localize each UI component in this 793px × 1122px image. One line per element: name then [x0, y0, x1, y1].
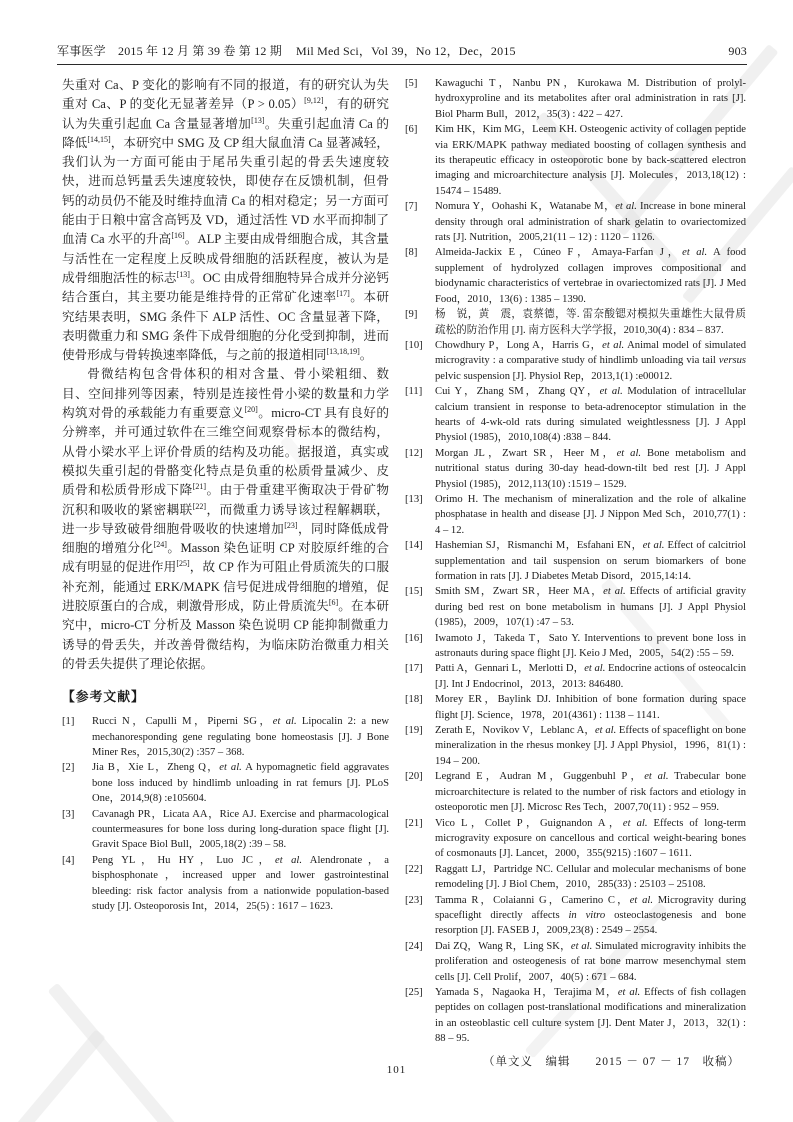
citation-superscript: [20]: [244, 404, 258, 414]
reference-text: Morgan JL，Zwart SR，Heer M，et al. Bone metabolism and nutritional status during 30-day head-down-tilt bed rest [J]. J Appl Physiol (1985)，2012,113(10) :1519 – 1529.: [435, 447, 746, 490]
citation-superscript: [13]: [251, 115, 265, 125]
reference-number: [1]: [62, 716, 75, 728]
journal-title-cn: 军事医学 2015 年 12 月 第 39 卷 第 12 期: [57, 44, 283, 58]
reference-number: [22]: [405, 863, 423, 875]
text-run: 骨微结构包含骨体积的相对含量、骨小梁粗细、数目、空间排列等因素，特别是连接性骨小梁的数量和力学构筑对骨的承载能力有重要意义: [62, 367, 389, 421]
reference-item: [405, 76, 746, 122]
reference-item: [62, 760, 389, 806]
reference-item: [405, 538, 746, 584]
citation-superscript: [23]: [284, 520, 298, 530]
reference-list-left: [62, 714, 389, 914]
watermark-stroke: [48, 983, 206, 1122]
text-run: 。失重引起血清 Ca 的降低: [62, 116, 389, 150]
reference-item: [405, 338, 746, 384]
reference-text: 杨 锐，黄 震，袁蔡德，等. 雷奈酸锶对模拟失重雄性大鼠骨质疏松的防治作用 [J]. 南方医科大学学报，2010,30(4) : 834 – 837.: [435, 309, 746, 336]
citation-superscript: [16]: [171, 231, 185, 241]
text-run: ，本研究中 SMG 及 CP 组大鼠血清 Ca 显著减轻，我们认为一方面可能由于尾吊失重引起的骨丢失速度较快，进而总钙量丢失速度较快，即使存在反馈机制，但骨钙的动员仍不能及时维持血清 Ca 的相对稳定；另一方面可能由于日粮中富含高钙及 VD，通过活性 VD 水平而抑制了血清 Ca 水平的升高: [62, 135, 389, 247]
footer-page-number: 101: [386, 1064, 407, 1076]
citation-superscript: [14,15]: [87, 134, 111, 144]
reference-item: [405, 862, 746, 893]
citation-superscript: [9,12]: [304, 96, 324, 106]
text-run: 。在本研究中，micro-CT 分析及 Masson 染色说明 CP 能抑制微重力诱导的骨丢失，并改善骨微结构，为临床防治微重力相关的骨丢失提供了理论依据。: [62, 599, 390, 671]
reference-item: [405, 446, 746, 492]
reference-item: [405, 584, 746, 630]
reference-item: [62, 853, 389, 915]
reference-item: [405, 692, 746, 723]
discussion-paragraph-2: [62, 365, 389, 674]
reference-text: Smith SM，Zwart SR，Heer MA，et al. Effects of artificial gravity during bed rest on bone metabolism in humans [J]. J Appl Physiol (1985)，2009，107(1) :47 – 53.: [435, 586, 747, 629]
reference-text: Iwamoto J，Takeda T，Sato Y. Interventions to prevent bone loss in astronauts during space flight [J]. Keio J Med，2005，54(2) :55 – 59.: [435, 632, 746, 660]
reference-text: Kawaguchi T，Nanbu PN，Kurokawa M. Distribution of prolyl-hydroxyproline and its metabolites after oral administration in rats [J]. Biol Pharm Bull，2012，35(3) : 422 – 427.: [435, 78, 746, 120]
text-run: 。OC 由成骨细胞特异合成并分泌钙结合蛋白，其主要功能是维持骨的正常矿化速率: [62, 270, 389, 305]
text-run: 。: [359, 348, 373, 363]
text-run: 。本研究结果表明，SMG 条件下 ALP 活性、OC 含量显著下降，表明微重力和 SMG 条件下成骨细胞的分化受到抑制，进而使骨形成与骨转换速率降低，与之前的报道相同: [62, 290, 390, 363]
reference-number: [11]: [405, 386, 423, 398]
reference-item: [405, 122, 746, 199]
reference-item: [405, 985, 746, 1047]
reference-text: Dai ZQ，Wang R，Ling SK，et al. Simulated microgravity inhibits the proliferation and osteogenesis of rat bone marrow mesenchymal stem cells [J]. Cell Prolif，2007，40(5) : 671 – 684.: [435, 940, 746, 983]
text-run: 。micro-CT 具有良好的分辨率，并可通过软件在三维空间观察骨标本的微结构，从骨小梁水平上评价骨质的结构及功能。据报道，真实或模拟失重引起的骨骼变化特点是负重的松质骨量减少、皮质骨和松质骨形成下降: [62, 406, 389, 498]
reference-text: Raggatt LJ，Partridge NC. Cellular and molecular mechanisms of bone remodeling [J]. J Biol Chem，2010，285(33) : 25103 – 25108.: [435, 863, 746, 891]
reference-number: [17]: [405, 663, 423, 675]
reference-text: Rucci N，Capulli M，Piperni SG，et al. Lipocalin 2: a new mechanoresponding gene regulating bone homeostasis [J]. J Bone Miner Res，2015,30(2) :357 – 368.: [92, 716, 389, 759]
reference-number: [8]: [405, 247, 418, 259]
discussion-paragraph-1: [62, 76, 389, 365]
reference-number: [6]: [405, 124, 418, 136]
reference-list-right: [405, 76, 746, 1047]
citation-superscript: [22]: [192, 501, 207, 511]
journal-title-en: Mil Med Sci，Vol 39，No 12，Dec，2015: [296, 44, 516, 58]
reference-number: [16]: [405, 632, 423, 644]
reference-item: [405, 384, 746, 446]
reference-item: [405, 769, 746, 815]
reference-text: Zerath E，Novikov V，Leblanc A，et al. Effects of spaceflight on bone mineralization in the rhesus monkey [J]. J Appl Physiol，1996，81(1) : 194 – 200.: [435, 725, 746, 767]
left-column: [62, 76, 389, 914]
reference-text: Tamma R，Colaianni G，Camerino C，et al. Microgravity during spaceflight directly affects in vitro osteoclastogenesis and bone resorption [J]. FASEB J，2009,23(8) : 2549 – 2554.: [435, 894, 746, 937]
reference-number: [24]: [405, 940, 423, 952]
citation-superscript: [24]: [153, 539, 167, 549]
reference-text: Peng YL，Hu HY，Luo JC，et al. Alendronate，a bisphosphonate，increased upper and lower gastrointestinal bleeding: risk factor analysis from a nationwide population-based study [J]. Osteoporosis Int，2014，25(5) : 1617 – 1623.: [92, 854, 389, 913]
reference-text: Cavanagh PR，Licata AA，Rice AJ. Exercise and pharmacological countermeasures for bone loss during long-duration space flight [J]. Gravit Space Biol Bull，2005,18(2) :39 – 58.: [92, 808, 389, 851]
reference-number: [10]: [405, 339, 423, 351]
reference-number: [14]: [405, 540, 423, 552]
citation-superscript: [6]: [328, 597, 339, 607]
editor-receipt-note: （单文义 编辑 2015 － 07 － 17 收稿）: [483, 1055, 740, 1068]
citation-superscript: [13,18,19]: [326, 346, 360, 356]
right-column: [405, 76, 746, 1069]
citation-superscript: [25]: [176, 559, 190, 569]
reference-number: [13]: [405, 493, 423, 505]
reference-text: Legrand E，Audran M，Guggenbuhl P，et al. Trabecular bone microarchitecture is related to the number of risk factors and etiology in osteoporotic men [J]. Microsc Res Tech，2007,70(11) : 952 – 959.: [435, 771, 747, 814]
reference-number: [9]: [405, 309, 418, 321]
reference-number: [25]: [405, 986, 423, 998]
reference-number: [21]: [405, 817, 423, 829]
reference-number: [2]: [62, 762, 75, 774]
reference-number: [15]: [405, 586, 423, 598]
reference-text: Vico L，Collet P，Guignandon A，et al. Effects of long-term microgravity exposure on cancellous and cortical weight-bearing bones of cosmonauts [J]. Lancet，2000，355(9215) :1607 – 1611.: [435, 817, 746, 860]
reference-number: [3]: [62, 808, 75, 820]
header-rule: [57, 64, 747, 65]
reference-item: [62, 714, 389, 760]
reference-text: Hashemian SJ，Rismanchi M，Esfahani EN，et al. Effect of calcitriol supplementation and tail suspension on serum biomarkers of bone formation in rats [J]. J Diabetes Metab Disord，2015,14:14.: [435, 540, 746, 582]
reference-text: Patti A，Gennari L，Merlotti D，et al. Endocrine actions of osteocalcin [J]. Int J Endocrinol，2013，2013: 846480.: [435, 663, 746, 690]
text-run: 。由于骨重建平衡取决于骨矿物沉积和吸收的紧密耦联: [62, 483, 390, 517]
reference-item: [405, 893, 746, 939]
citation-superscript: [13]: [176, 269, 190, 279]
reference-text: Cui Y，Zhang SM，Zhang QY，et al. Modulation of intracellular calcium transient in response to beta-adrenoceptor stimulation in the hearts of 4-wk-old rats during simulated weightlessness [J]. J Appl Physiol (1985)，2010,108(4) :838 – 844.: [435, 386, 746, 444]
text-run: 。Masson 染色证明 CP 对胶原纤维的合成有明显的促进作用: [62, 541, 389, 575]
reference-number: [12]: [405, 447, 423, 459]
text-run: ，有的研究认为失重引起血 Ca 含量显著增加: [62, 97, 389, 131]
reference-item: [405, 723, 746, 769]
reference-number: [20]: [405, 771, 423, 783]
reference-text: Morey ER，Baylink DJ. Inhibition of bone formation during space flight [J]. Science，1978，201(4361) : 1138 – 1141.: [435, 694, 746, 721]
text-run: ，而微重力诱导该过程解耦联，进一步导致破骨细胞骨吸收的快速增加: [62, 502, 390, 536]
reference-item: [62, 807, 389, 853]
reference-item: [405, 492, 746, 538]
citation-superscript: [21]: [192, 482, 207, 492]
reference-text: Almeida-Jackix E，Cúneo F，Amaya-Farfan J，et al. A food supplement of hydrolyzed collagen improves compositional and biodynamic characteristics of vertebrae in ovariectomized rats [J]. J Med Food，2010，13(6) : 1385 – 1390.: [435, 247, 747, 305]
reference-text: Jia B，Xie L，Zheng Q，et al. A hypomagnetic field aggravates bone loss induced by hindlimb unloading in rat femurs [J]. PLoS One，2014,9(8) :e105604.: [92, 762, 390, 805]
reference-item: [405, 245, 746, 307]
reference-item: [405, 199, 746, 245]
reference-number: [18]: [405, 694, 423, 706]
reference-number: [5]: [405, 78, 418, 89]
reference-item: [405, 939, 746, 985]
text-run: ，同时降低成骨细胞的增殖分化: [62, 521, 390, 556]
page-header: [57, 42, 747, 59]
text-run: 。ALP 主要由成骨细胞合成，其含量与活性在一定程度上反映成骨细胞的活跃程度，被认为是成骨细胞活性的标志: [62, 232, 389, 285]
reference-text: Yamada S，Nagaoka H，Terajima M，et al. Effects of fish collagen peptides on collagen post-translational modifications and mineralization in an osteoblastic cell culture system [J]. Dent Mater J，2013，32(1) : 88 – 95.: [435, 986, 747, 1045]
reference-text: Chowdhury P，Long A，Harris G，et al. Animal model of simulated microgravity : a comparative study of hindlimb unloading via tail versus pelvic suspension [J]. Physiol Rep，2013,1(1) :e00012.: [435, 339, 747, 382]
reference-item: [405, 631, 746, 662]
reference-item: [405, 661, 746, 692]
reference-number: [4]: [62, 854, 75, 866]
reference-number: [19]: [405, 725, 423, 737]
reference-text: Kim HK，Kim MG，Leem KH. Osteogenic activity of collagen peptide via ERK/MAPK pathway mediated boosting of collagen synthesis and its therapeutic efficacy in osteoporotic bone by back-scattered electron imaging and microarchitecture analysis [J]. Molecules，2013,18(12) : 15474 – 15489.: [435, 124, 746, 197]
reference-text: Orimo H. The mechanism of mineralization and the role of alkaline phosphatase in health and disease [J]. J Nippon Med Sch，2010,77(1) : 4 – 12.: [435, 493, 746, 536]
references-heading: 【参考文献】: [62, 690, 145, 705]
header-page-number: 903: [728, 44, 747, 58]
reference-number: [23]: [405, 894, 423, 906]
reference-text: Nomura Y，Oohashi K，Watanabe M，et al. Increase in bone mineral density through oral administration of shark gelatin to ovariectomized rats [J]. Nutrition，2005,21(11 – 12) : 1120 – 1126.: [435, 201, 747, 244]
reference-item: [405, 816, 746, 862]
reference-number: [7]: [405, 201, 418, 213]
citation-superscript: [17]: [336, 289, 350, 299]
reference-item: [405, 307, 746, 338]
text-run: 失重对 Ca、P 变化的影响有不同的报道，有的研究认为失重对 Ca、P 的变化无显著差异（P > 0.05）: [62, 78, 389, 112]
text-run: ，故 CP 作为可阻止骨质流失的口服补充剂，能通过 ERK/MAPK 信号促进成骨细胞的增殖，促进胶原蛋白的合成，刺激骨形成，防止骨质流失: [62, 560, 390, 614]
